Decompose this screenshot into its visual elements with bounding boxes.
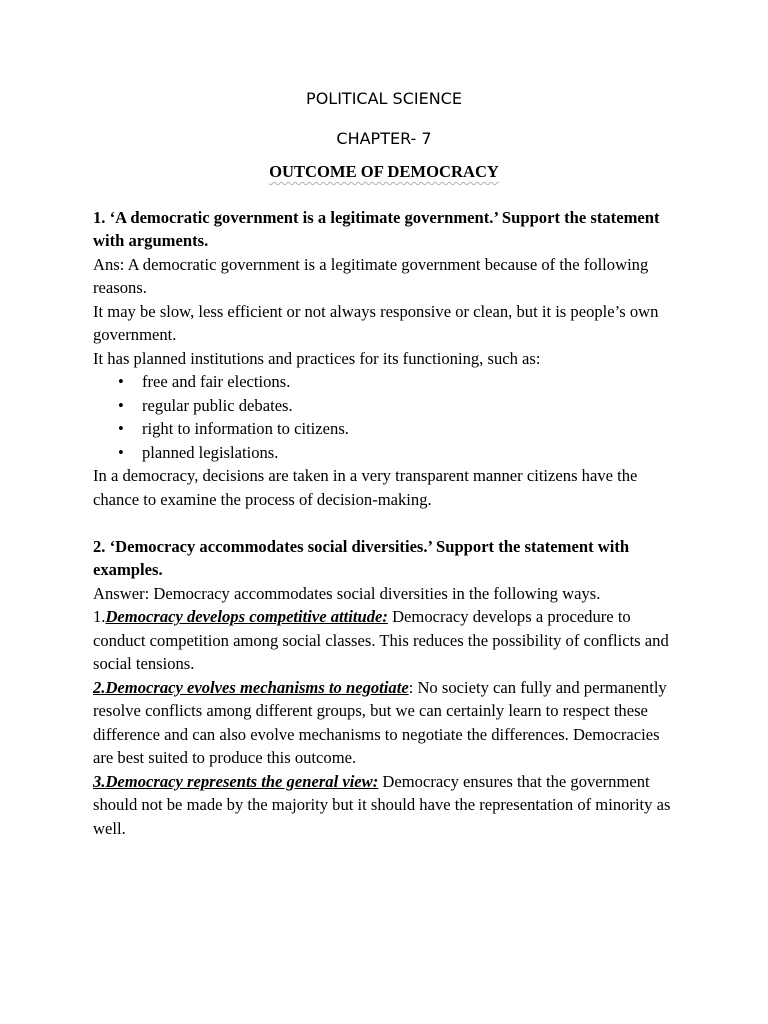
functioning-list [93,370,673,464]
document-page [93,86,673,840]
point-1-number: 1. [93,607,106,626]
list-item [118,441,673,465]
bullet-icon: • [118,442,124,462]
list-item-text: free and fair elections. [142,372,291,391]
bullet-icon: • [118,419,124,438]
list-item [118,370,673,394]
document-title-text: OUTCOME OF DEMOCRACY [269,162,499,181]
point-3-text: Democracy ensures that the government should not be made by the majority but it should have the representation of minority as well. [93,771,671,838]
question-2-answer-intro: Answer: Democracy accommodates social diversities in the following ways. [93,583,601,603]
point-3-heading: 3.Democracy represents the general view: [93,771,379,791]
point-2 [93,676,673,770]
chapter-heading: CHAPTER- 7 [336,129,432,148]
list-item-text: regular public debates. [142,395,293,415]
list-item-text: right to information to citizens. [142,419,349,438]
point-1-heading: Democracy develops competitive attitude: [105,607,388,626]
point-1 [93,605,673,676]
question-1-answer-intro: Ans: A democratic government is a legitimate government because of the following reasons. [93,254,649,297]
bullet-icon: • [118,395,124,415]
question-2-section [93,535,673,841]
bullet-icon: • [118,372,124,391]
point-1-text: Democracy develops a procedure to conduct competition among social classes. This reduces the possibility of conflicts and social tensions. [93,607,669,673]
point-2-heading: 2.Democracy evolves mechanisms to negotiate [93,677,409,697]
question-1-paragraph-1: It may be slow, less efficient or not always responsive or clean, but it is people’s own government. [93,301,659,344]
list-item-text: planned legislations. [142,442,279,462]
question-1-paragraph-2: It has planned institutions and practices for its functioning, such as: [93,348,541,368]
list-item [118,417,673,441]
question-1-section [93,206,673,512]
subject-heading: POLITICAL SCIENCE [306,89,462,108]
question-1: 1. ‘A democratic government is a legitimate government.’ Support the statement with arguments. [93,207,660,250]
section-spacer [93,511,673,535]
question-1-paragraph-3: In a democracy, decisions are taken in a very transparent manner citizens have the chance to examine the process of decision-making. [93,466,638,509]
question-2: 2. ‘Democracy accommodates social diversities.’ Support the statement with examples. [93,536,630,579]
point-2-text: : No society can fully and permanently resolve conflicts among different groups, but we can certainly learn to respect these difference and can also evolve mechanisms to negotiate the differences. Democracies are best suited to produce this outcome. [93,677,667,767]
list-item [118,394,673,418]
document-title [93,160,675,184]
point-3 [93,770,673,841]
